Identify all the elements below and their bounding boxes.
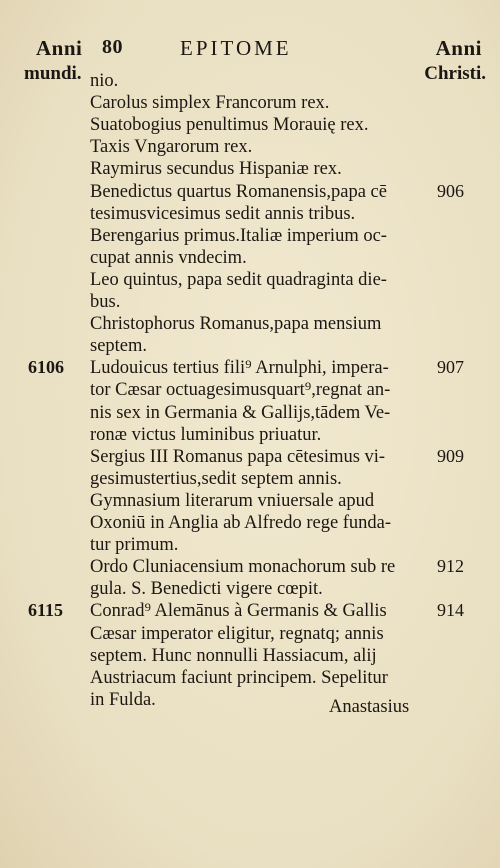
header-right-anni: Anni: [435, 36, 482, 60]
text-line: nio.: [90, 71, 119, 91]
header-left-mundi: mundi.: [24, 63, 82, 84]
text-line: Raymirus secundus Hispaniæ rex.: [90, 159, 342, 180]
text-line: Austriacum faciunt principem. Sepelitur: [90, 667, 388, 688]
text-line: ronæ victus luminibus priuatur.: [90, 424, 322, 445]
text-line: Gymnasium literarum vniuersale apud: [90, 490, 375, 511]
margin-year-christi: 909: [437, 445, 464, 466]
text-line: gesimustertius,sedit septem annis.: [90, 468, 342, 489]
text-line: septem.: [90, 336, 148, 357]
text-line: Cæsar imperator eligitur, regnatq; annis: [90, 623, 384, 644]
page-number: 80: [102, 36, 123, 58]
text-line: Suatobogius penultimus Morauię rex.: [90, 115, 369, 136]
running-title: EPITOME: [180, 36, 292, 60]
text-line: tor Cæsar octuagesimusquart⁹,regnat an-: [90, 380, 391, 401]
margin-year-mundi: 6115: [28, 600, 64, 621]
text-line: Sergius III Romanus papa cētesimus vi-: [90, 446, 386, 467]
text-line: Benedictus quartus Romanensis,papa cē: [90, 181, 387, 202]
catchword: Anastasius: [329, 697, 410, 717]
margin-year-christi: 914: [437, 600, 464, 621]
text-line: nis sex in Germania & Gallijs,tādem Ve-: [90, 402, 391, 423]
margin-year-christi: 912: [437, 556, 464, 577]
margin-year-christi: 907: [437, 357, 464, 378]
margin-year-christi: 906: [437, 180, 464, 201]
text-line: Ordo Cluniacensium monachorum sub re: [90, 557, 396, 578]
text-line: Ludouicus tertius fili⁹ Arnulphi, impera-: [90, 358, 389, 379]
text-line: gula. S. Benedicti vigere cœpit.: [90, 579, 323, 600]
text-line: Christophorus Romanus,papa mensium: [90, 314, 382, 335]
header-right-christi: Christi.: [424, 63, 486, 84]
text-line: Carolus simplex Francorum rex.: [90, 93, 330, 114]
text-line: Berengarius primus.Italiæ imperium oc-: [90, 225, 387, 246]
text-line: in Fulda.: [90, 689, 156, 710]
header-left-anni: Anni: [36, 36, 83, 60]
text-line: Conrad⁹ Alemānus à Germanis & Gallis: [90, 601, 387, 622]
text-line: tesimusvicesimus sedit annis tribus.: [90, 203, 356, 224]
text-line: Leo quintus, papa sedit quadraginta die-: [90, 269, 387, 290]
text-line: Oxoniū in Anglia ab Alfredo rege funda-: [90, 513, 392, 533]
text-line: bus.: [90, 292, 121, 312]
text-line: Taxis Vngarorum rex.: [90, 137, 253, 158]
text-line: tur primum.: [90, 535, 179, 556]
margin-year-mundi: 6106: [28, 357, 64, 378]
text-line: cupat annis vndecim.: [90, 247, 247, 268]
text-line: septem. Hunc nonnulli Hassiacum, alij: [90, 645, 377, 666]
